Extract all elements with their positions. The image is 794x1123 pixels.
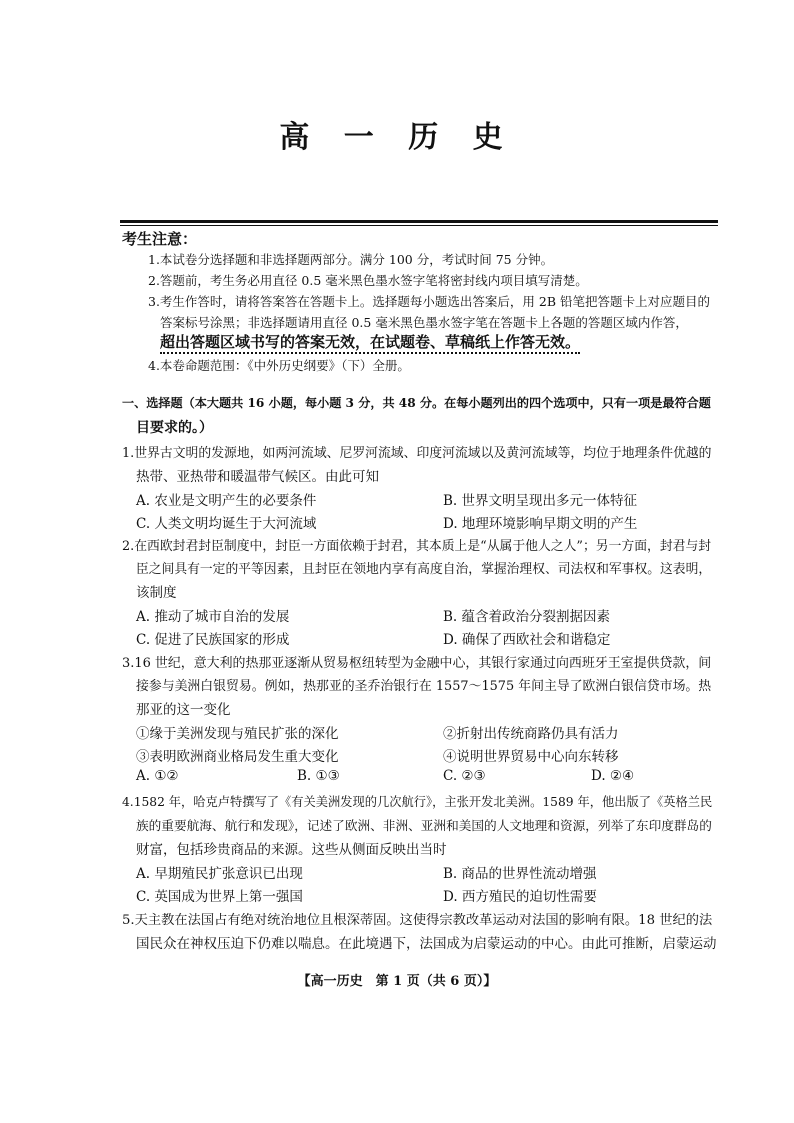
- question-1-option-a: A. 农业是文明产生的必要条件: [136, 493, 317, 509]
- question-3-option-d: D. ②④: [591, 768, 635, 784]
- notice-item-4: 4.本卷命题范围：《中外历史纲要》（下）全册。: [148, 358, 410, 373]
- page-title: 高 一 历 史: [279, 120, 515, 155]
- notice-item-2: 2.答题前，考生务必用直径 0.5 毫米黑色墨水签字笔将密封线内项目填写清楚。: [148, 273, 588, 288]
- question-2-line: 该制度: [136, 585, 177, 601]
- question-4-line: 4.1582 年，哈克卢特撰写了《有关美洲发现的几次航行》，主张开发北美洲。1589 年，他出版了《英格兰民: [122, 795, 713, 809]
- page-footer: 【高一历史 第 1 页（共 6 页）】: [297, 974, 497, 989]
- question-2-option-b: B. 蕴含着政治分裂割据因素: [443, 609, 611, 625]
- question-3-line: 接参与美洲白银贸易。例如，热那亚的圣乔治银行在 1557～1575 年间主导了欧洲白银信贷市场。热: [136, 679, 712, 694]
- question-3-option-c: C. ②③: [443, 768, 486, 784]
- notice-item-3: 3.考生作答时，请将答案答在答题卡上。选择题每小题选出答案后，用 2B 铅笔把答题卡上对应题目的: [148, 294, 711, 309]
- question-3-option-a: A. ①②: [136, 768, 179, 784]
- header-rule-thick: [120, 220, 718, 223]
- question-1-option-c: C. 人类文明均诞生于大河流域: [136, 516, 317, 532]
- question-5-line: 国民众在神权压迫下仍难以喘息。在此境遇下，法国成为启蒙运动的中心。由此可推断，启蒙运动: [136, 936, 717, 952]
- notice-heading: 考生注意：: [122, 230, 198, 248]
- question-1-option-b: B. 世界文明呈现出多元一体特征: [443, 493, 638, 509]
- question-5-line: 5.天主教在法国占有绝对统治地位且根深蒂固。这使得宗教改革运动对法国的影响有限。18 世纪的法: [122, 913, 713, 928]
- question-4-line: 族的重要航海、航行和发现》，记述了欧洲、非洲、亚洲和美国的人文地理和资源，列举了东印度群岛的: [136, 818, 712, 833]
- question-4-option-a: A. 早期殖民扩张意识已出现: [136, 866, 303, 882]
- header-rule-thin: [120, 225, 718, 226]
- question-2-option-a: A. 推动了城市自治的发展: [136, 609, 290, 625]
- question-2-line: 2.在西欧封君封臣制度中，封臣一方面依赖于封君，其本质上是“从属于他人之人”；另一方面，封君与封: [122, 539, 712, 554]
- notice-item-3-cont: 答案标号涂黑；非选择题请用直径 0.5 毫米黑色墨水签字笔在答题卡上各题的答题区域内作答，: [160, 315, 688, 330]
- question-2-line: 臣之间具有一定的平等因素，且封臣在领地内享有高度自治，掌握治理权、司法权和军事权。这表明，: [136, 562, 712, 577]
- question-3-statement-3: ③表明欧洲商业格局发生重大变化: [136, 749, 339, 765]
- question-4-option-c: C. 英国成为世界上第一强国: [136, 889, 303, 905]
- question-1-line: 1.世界古文明的发源地，如两河流域、尼罗河流域、印度河流域以及黄河流域等，均位于地理条件优越的: [122, 446, 712, 461]
- question-2-option-d: D. 确保了西欧社会和谐稳定: [443, 632, 611, 648]
- question-3-option-b: B. ①③: [297, 768, 340, 784]
- question-3-statement-4: ④说明世界贸易中心向东转移: [443, 749, 619, 765]
- notice-item-3-warning: 超出答题区域书写的答案无效，在试题卷、草稿纸上作答无效。: [160, 331, 580, 354]
- question-4-option-d: D. 西方殖民的迫切性需要: [443, 889, 597, 905]
- question-1-line: 热带、亚热带和暖温带气候区。由此可知: [136, 469, 379, 485]
- question-3-line: 那亚的这一变化: [136, 702, 231, 718]
- notice-item-1: 1.本试卷分选择题和非选择题两部分。满分 100 分，考试时间 75 分钟。: [148, 252, 554, 267]
- question-4-line: 财富，包括珍贵商品的来源。这些从侧面反映出当时: [136, 842, 447, 858]
- question-3-statement-2: ②折射出传统商路仍具有活力: [443, 726, 619, 742]
- question-2-option-c: C. 促进了民族国家的形成: [136, 632, 290, 648]
- section-heading: 一、选择题（本大题共 16 小题，每小题 3 分，共 48 分。在每小题列出的四个选项中，只有一项是最符合题: [122, 396, 711, 410]
- section-heading-cont: 目要求的。）: [136, 420, 213, 436]
- question-3-line: 3.16 世纪，意大利的热那亚逐渐从贸易枢纽转型为金融中心，其银行家通过向西班牙王室提供贷款，间: [122, 656, 712, 671]
- question-4-option-b: B. 商品的世界性流动增强: [443, 866, 597, 882]
- question-3-statement-1: ①缘于美洲发现与殖民扩张的深化: [136, 726, 339, 742]
- question-1-option-d: D. 地理环境影响早期文明的产生: [443, 516, 638, 532]
